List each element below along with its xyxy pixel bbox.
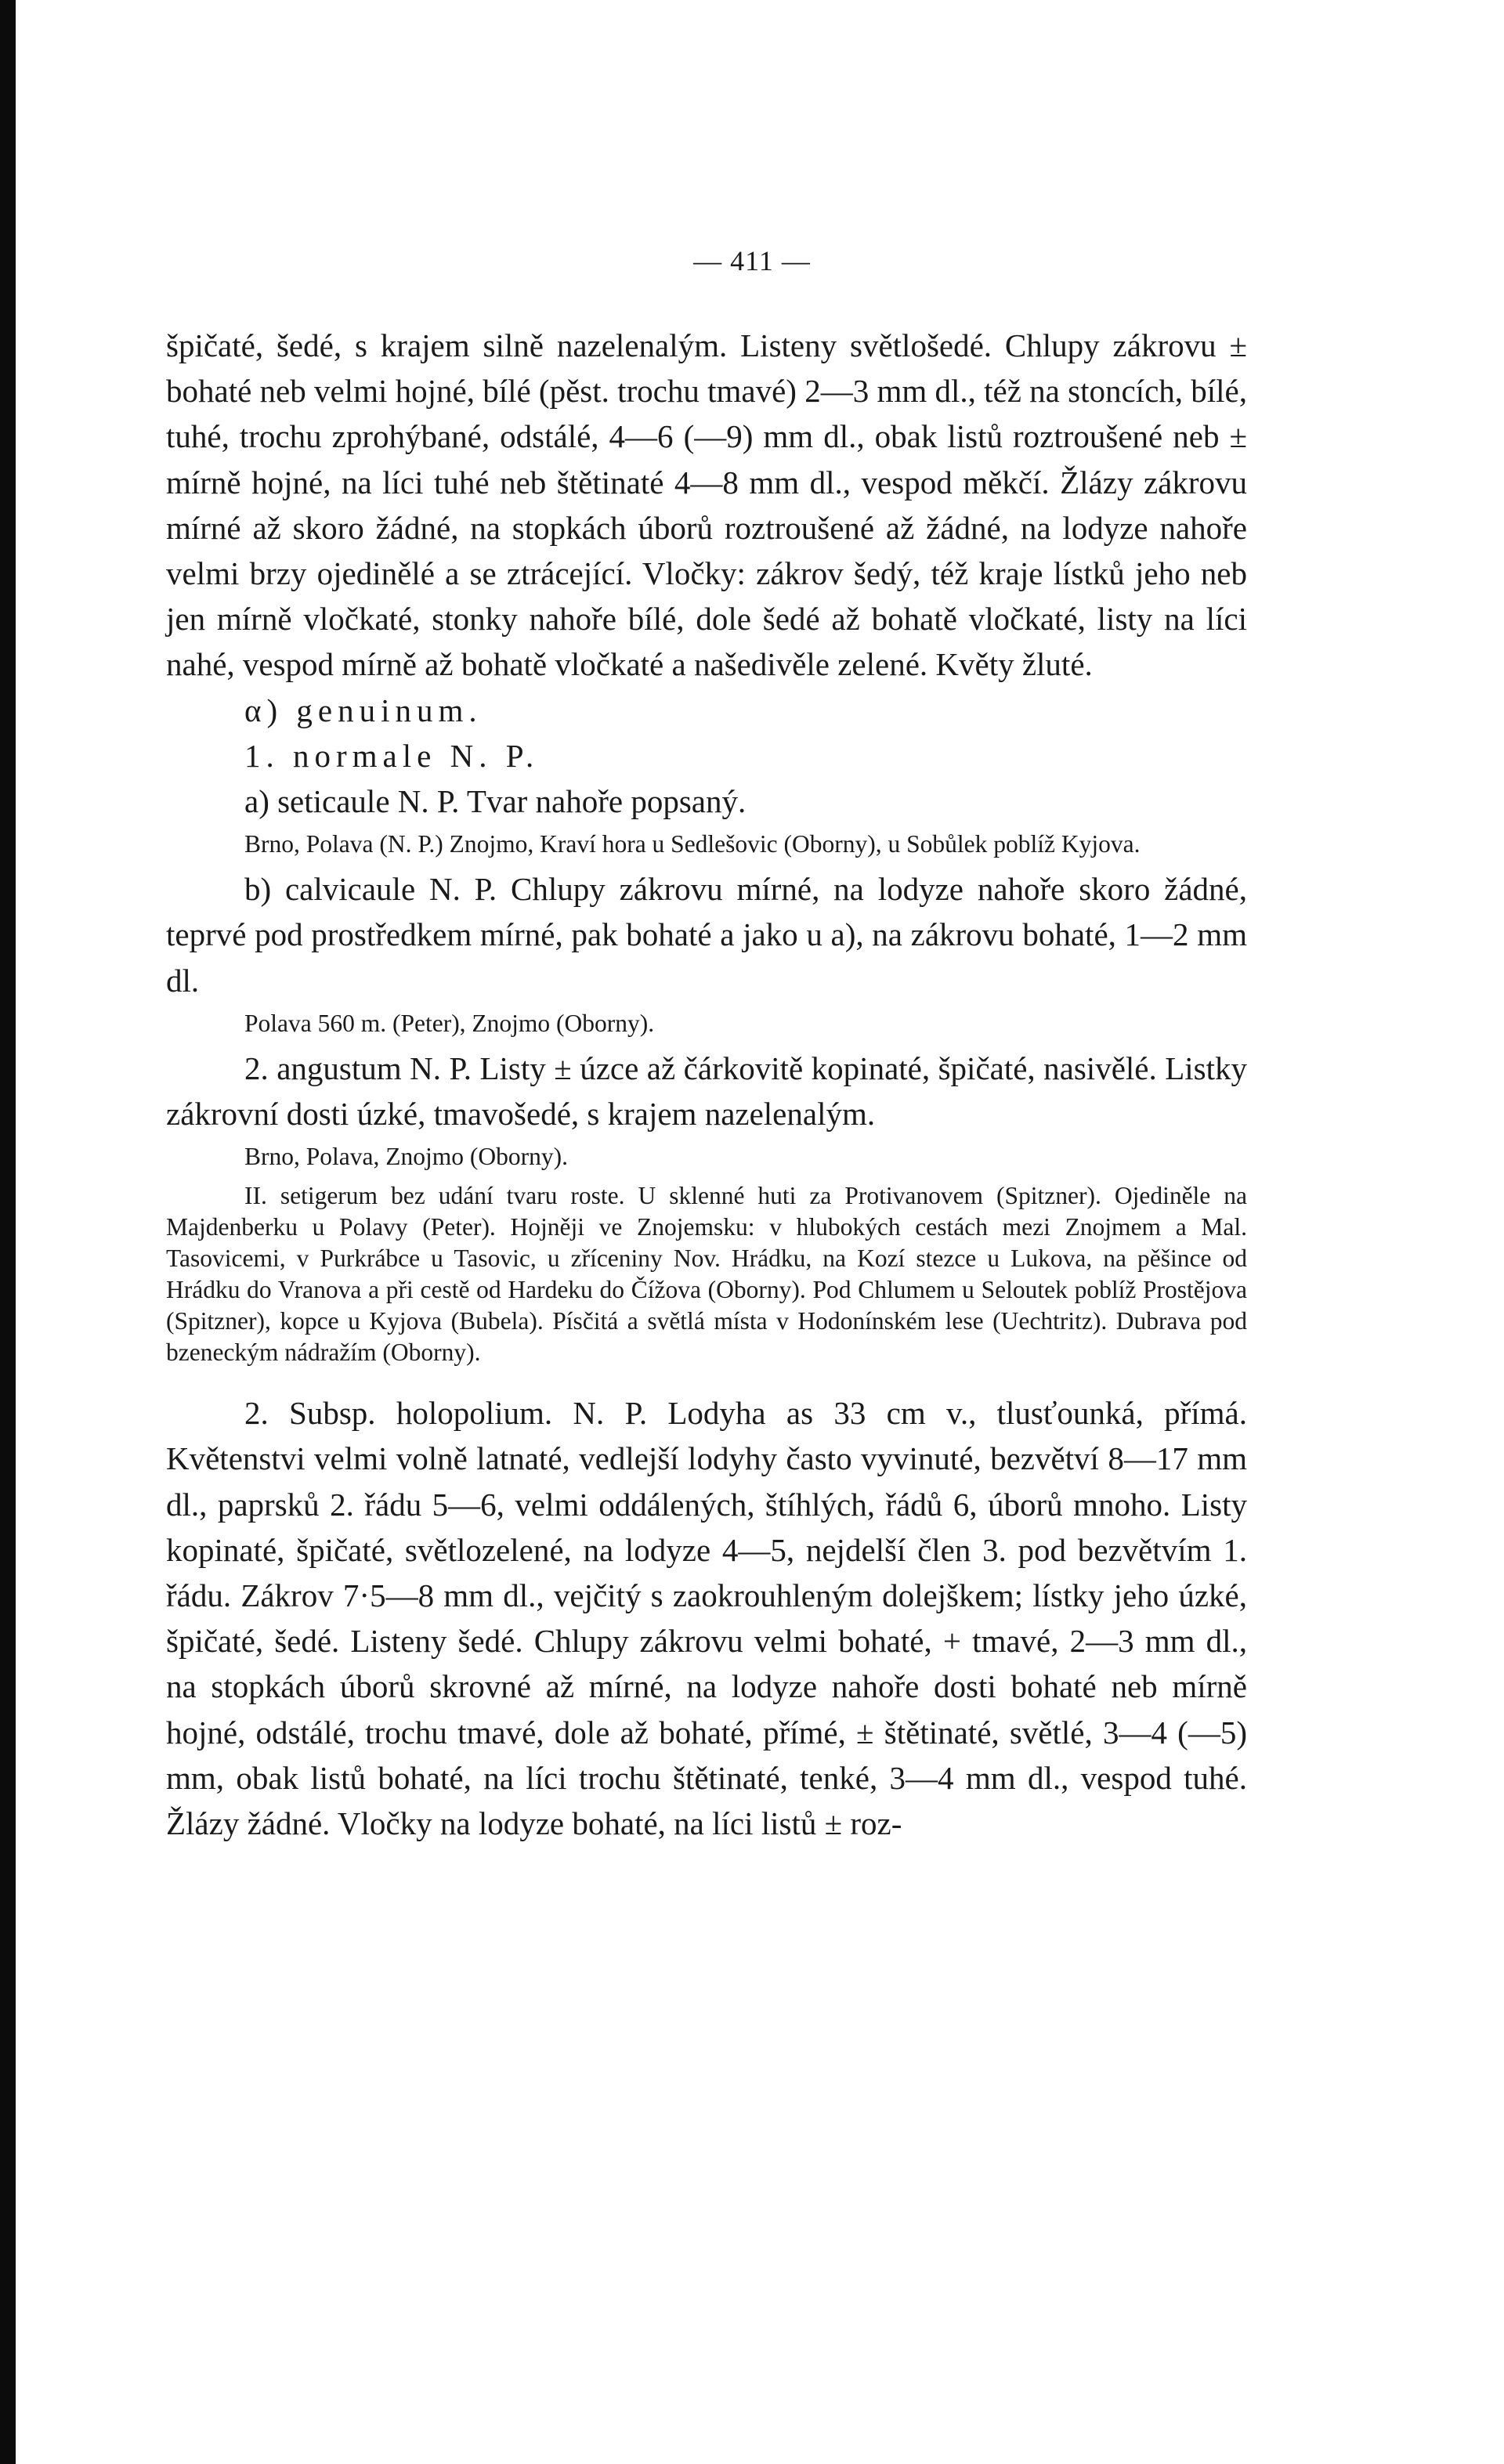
localities-angustum: Brno, Polava, Znojmo (Oborny).	[244, 1143, 568, 1171]
page-number: — 411 —	[693, 245, 811, 276]
paragraph-calvicaule: b) calvicaule N. P. Chlupy zákrovu mírné, na lodyze nahoře skoro žádné, teprvé pod prostředkem mírné, pak bohaté a jako u a), na zákrovu bohaté, 1—2 mm dl.	[166, 871, 1247, 999]
paragraph-description-continued: špičaté, šedé, s krajem silně nazelenalým. Listeny světlošedé. Chlupy zákrovu ± bohaté neb velmi hojné, bílé (pěst. trochu tmavé) 2—3 mm dl., též na stoncích, bílé, tuhé, trochu zprohýbané, odstálé, 4—6 (—9) mm dl., obak listů roztroušené neb ± mírně hojné, na líci tuhé neb štětinaté 4—8 mm dl., vespod měkčí. Žlázy zákrovu mírné až skoro žádné, na stopkách úborů roztroušené až žádné, na lodyze nahoře velmi brzy ojedinělé a se ztrácející. Vločky: zákrov šedý, též kraje lístků jeho neb jen mírně vločkaté, stonky nahoře bílé, dole šedé až bohatě vločkaté, listy na líci nahé, vespod mírně až bohatě vločkaté a našedivěle zelené. Květy žluté.	[166, 327, 1247, 683]
localities-seticaule: Brno, Polava (N. P.) Znojmo, Kraví hora u Sedlešovic (Oborny), u Sobůlek poblíž Kyjova.	[244, 830, 1141, 858]
text-block	[166, 323, 1247, 1846]
paragraph-subsp-holopolium: 2. Subsp. holopolium. N. P. Lodyha as 33 cm v., tlusťounká, přímá. Květenstvi velmi volně latnaté, vedlejší lodyhy často vyvinuté, bezvětví 8—17 mm dl., paprsků 2. řádu 5—6, velmi oddálených, štíhlých, řádů 6, úborů mnoho. Listy kopinaté, špičaté, světlozelené, na lodyze 4—5, nejdelší člen 3. pod bezvětvím 1. řádu. Zákrov 7·5—8 mm dl., vejčitý s zaokrouhleným dolejškem; lístky jeho úzké, špičaté, šedé. Listeny šedé. Chlupy zákrovu velmi bohaté, + tmavé, 2—3 mm dl., na stopkách úborů skrovné až mírné, na lodyze nahoře dosti bohaté neb mírně hojné, odstálé, trochu tmavé, dole až bohaté, přímé, ± štětinaté, světlé, 3—4 (—5) mm, obak listů bohaté, na líci trochu štětinaté, tenké, 3—4 mm dl., vespod tuhé. Žlázy žádné. Vločky na lodyze bohaté, na líci listů ± roz-	[166, 1395, 1247, 1842]
localities-setigerum: II. setigerum bez udání tvaru roste. U sklenné huti za Protivanovem (Spitzner). Ojediněle na Majdenberku u Polavy (Peter). Hojněji ve Znojemsku: v hlubokých cestách mezi Znojmem a Mal. Tasovicemi, v Purkrábce u Tasovic, u zříceniny Nov. Hrádku, na Kozí stezce u Lukova, na pěšince od Hrádku do Vranova a při cestě od Hardeku do Čížova (Oborny). Pod Chlumem u Seloutek poblíž Prostějova (Spitzner), kopce u Kyjova (Bubela). Písčitá a světlá místa v Hodonínském lese (Uechtritz). Dubrava pod bzeneckým nádražím (Oborny).	[166, 1182, 1247, 1367]
localities-calvicaule: Polava 560 m. (Peter), Znojmo (Oborny).	[244, 1009, 655, 1037]
heading-subform-seticaule: a) seticaule N. P. Tvar nahoře popsaný.	[244, 783, 747, 820]
heading-variety-genuinum: α) genuinum.	[244, 692, 483, 728]
scan-edge	[0, 0, 16, 2464]
paragraph-angustum: 2. angustum N. P. Listy ± úzce až čárkovitě kopinaté, špičaté, nasivělé. Listky zákrovní dosti úzké, tmavošedé, s krajem nazelenalým.	[166, 1050, 1247, 1133]
heading-form-normale: 1. normale N. P.	[244, 737, 540, 774]
